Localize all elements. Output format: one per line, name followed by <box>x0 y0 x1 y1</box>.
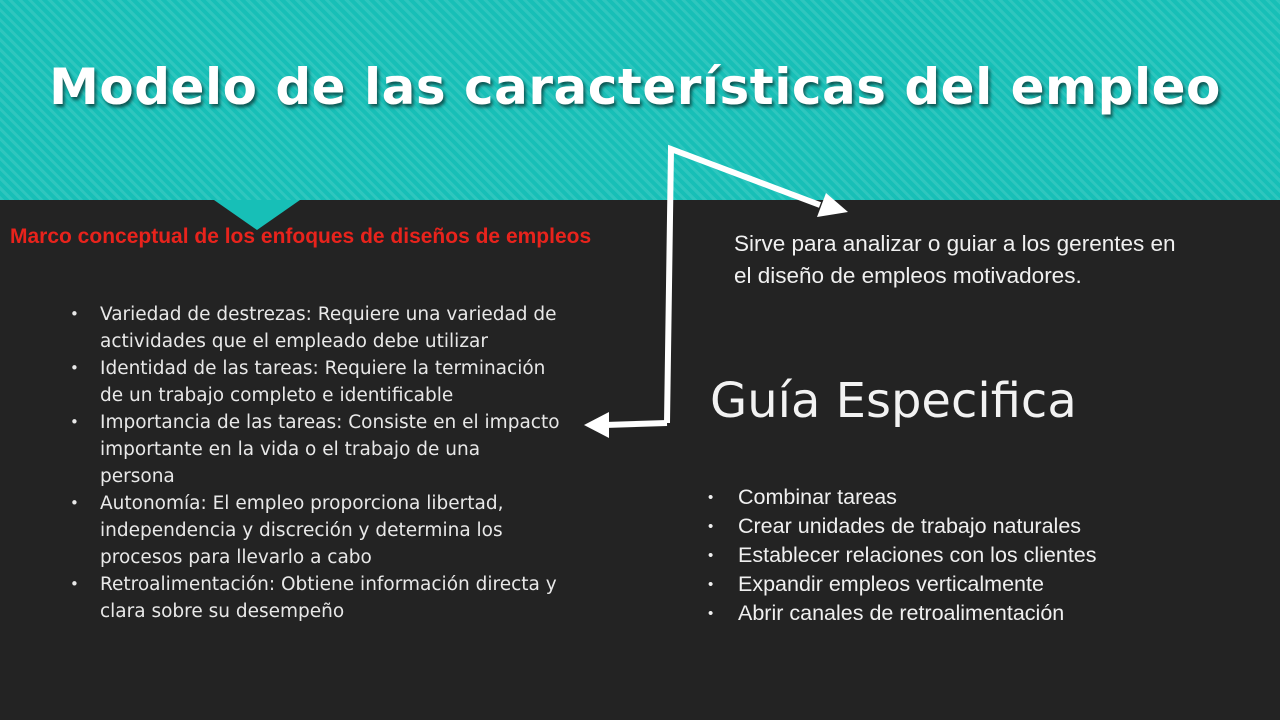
arrow-left-head <box>584 412 609 438</box>
framework-heading: Marco conceptual de los enfoques de diseños de empleos <box>10 225 592 248</box>
characteristics-list <box>70 301 560 625</box>
list-item: • Autonomía: El empleo proporciona libertad, independencia y discreción y determina los procesos para llevarlo a cabo <box>70 490 560 571</box>
list-item: • Identidad de las tareas: Requiere la terminación de un trabajo completo e identificable <box>70 355 560 409</box>
list-item: • Establecer relaciones con los clientes <box>708 541 1228 570</box>
guide-list <box>708 483 1228 628</box>
guide-title: Guía Especifica <box>710 373 1077 429</box>
list-item: • Importancia de las tareas: Consiste en el impacto importante en la vida o el trabajo de una persona <box>70 409 560 490</box>
slide-title: Modelo de las características del empleo <box>49 58 1221 116</box>
list-item: • Combinar tareas <box>708 483 1228 512</box>
list-item: • Variedad de destrezas: Requiere una variedad de actividades que el empleado debe utilizar <box>70 301 560 355</box>
list-item: • Retroalimentación: Obtiene información directa y clara sobre su desempeño <box>70 571 560 625</box>
model-description: Sirve para analizar o guiar a los gerentes en el diseño de empleos motivadores. <box>734 231 1176 288</box>
list-item: • Abrir canales de retroalimentación <box>708 599 1228 628</box>
list-item: • Crear unidades de trabajo naturales <box>708 512 1228 541</box>
list-item: • Expandir empleos verticalmente <box>708 570 1228 599</box>
arrow-left-shaft <box>605 423 667 425</box>
